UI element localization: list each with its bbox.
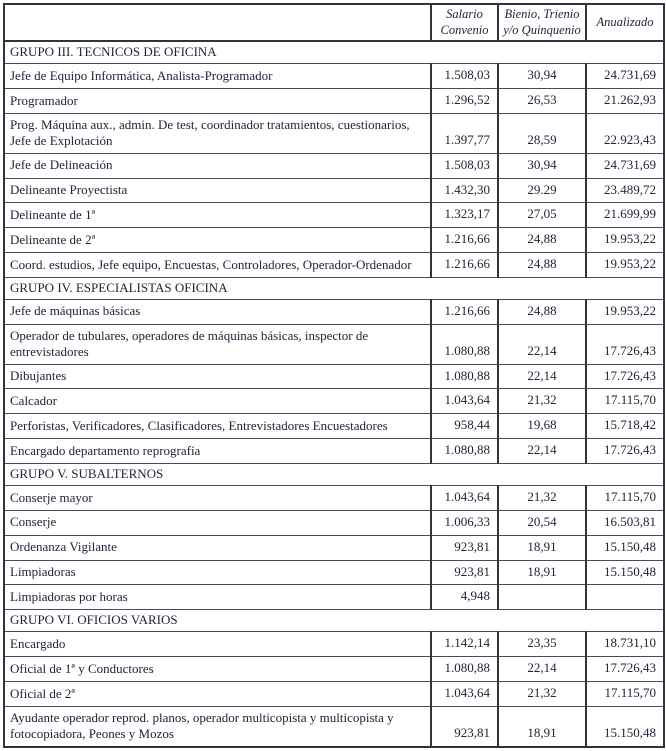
row-label: Limpiadoras bbox=[4, 560, 431, 585]
salario-cell: 923,81 bbox=[431, 535, 498, 560]
anualizado-cell: 21.699,99 bbox=[586, 203, 664, 228]
anualizado-cell: 18.731,10 bbox=[586, 632, 664, 657]
group-header-row bbox=[4, 41, 664, 64]
table-row bbox=[4, 414, 664, 439]
salario-cell: 1.397,77 bbox=[431, 113, 498, 153]
row-label: Encargado bbox=[4, 632, 431, 657]
bienio-cell: 24,88 bbox=[498, 299, 586, 324]
group-title: GRUPO VI. OFICIOS VARIOS bbox=[4, 610, 664, 632]
header-salario-convenio: Salario Convenio bbox=[431, 4, 498, 41]
anualizado-cell: 17.115,70 bbox=[586, 486, 664, 511]
bienio-cell: 20,54 bbox=[498, 510, 586, 535]
salario-cell: 1.508,03 bbox=[431, 153, 498, 178]
salario-cell: 1.080,88 bbox=[431, 657, 498, 682]
salario-cell: 1.216,66 bbox=[431, 299, 498, 324]
bienio-cell: 18,91 bbox=[498, 706, 586, 746]
anualizado-cell: 19.953,22 bbox=[586, 253, 664, 278]
table-row bbox=[4, 253, 664, 278]
anualizado-cell: 17.726,43 bbox=[586, 324, 664, 364]
table-row bbox=[4, 706, 664, 746]
table-row bbox=[4, 632, 664, 657]
salario-cell: 4,948 bbox=[431, 585, 498, 610]
bienio-cell: 22,14 bbox=[498, 657, 586, 682]
row-label: Jefe de Equipo Informática, Analista-Programador bbox=[4, 64, 431, 89]
anualizado-cell: 17.115,70 bbox=[586, 682, 664, 707]
bienio-cell: 22,14 bbox=[498, 364, 586, 389]
salario-cell: 1.216,66 bbox=[431, 228, 498, 253]
anualizado-cell: 22.923,43 bbox=[586, 113, 664, 153]
anualizado-cell: 19.953,22 bbox=[586, 299, 664, 324]
row-label: Encargado departamento reprografía bbox=[4, 439, 431, 464]
row-label: Calcador bbox=[4, 389, 431, 414]
salario-cell: 923,81 bbox=[431, 560, 498, 585]
table-row bbox=[4, 364, 664, 389]
row-label: Ordenanza Vigilante bbox=[4, 535, 431, 560]
salario-cell: 1.080,88 bbox=[431, 364, 498, 389]
anualizado-cell: 17.726,43 bbox=[586, 364, 664, 389]
anualizado-cell: 15.150,48 bbox=[586, 706, 664, 746]
table-row bbox=[4, 203, 664, 228]
row-label: Perforistas, Verificadores, Clasificadores, Entrevistadores Encuestadores bbox=[4, 414, 431, 439]
salario-cell: 1.080,88 bbox=[431, 324, 498, 364]
row-label: Conserje mayor bbox=[4, 486, 431, 511]
table-row bbox=[4, 535, 664, 560]
bienio-cell: 21,32 bbox=[498, 486, 586, 511]
anualizado-cell: 24.731,69 bbox=[586, 64, 664, 89]
table-row bbox=[4, 657, 664, 682]
salario-cell: 1.043,64 bbox=[431, 486, 498, 511]
header-anualizado: Anualizado bbox=[586, 4, 664, 41]
anualizado-cell: 15.150,48 bbox=[586, 560, 664, 585]
salario-cell: 1.080,88 bbox=[431, 439, 498, 464]
table-row bbox=[4, 389, 664, 414]
row-label: Delineante de 1ª bbox=[4, 203, 431, 228]
anualizado-cell: 21.262,93 bbox=[586, 89, 664, 114]
row-label: Limpiadoras por horas bbox=[4, 585, 431, 610]
bienio-cell: 18,91 bbox=[498, 560, 586, 585]
table-row bbox=[4, 153, 664, 178]
bienio-cell: 24,88 bbox=[498, 228, 586, 253]
salario-cell: 1.508,03 bbox=[431, 64, 498, 89]
row-label: Delineante de 2ª bbox=[4, 228, 431, 253]
row-label: Oficial de 2ª bbox=[4, 682, 431, 707]
group-header-row bbox=[4, 610, 664, 632]
salario-cell: 923,81 bbox=[431, 706, 498, 746]
row-label: Jefe de máquinas básicas bbox=[4, 299, 431, 324]
bienio-cell: 22,14 bbox=[498, 439, 586, 464]
salario-cell: 1.142,14 bbox=[431, 632, 498, 657]
row-label: Dibujantes bbox=[4, 364, 431, 389]
anualizado-cell: 16.503,81 bbox=[586, 510, 664, 535]
group-title: GRUPO IV. ESPECIALISTAS OFICINA bbox=[4, 277, 664, 299]
row-label: Coord. estudios, Jefe equipo, Encuestas, Controladores, Operador-Ordenador bbox=[4, 253, 431, 278]
anualizado-cell: 15.150,48 bbox=[586, 535, 664, 560]
bienio-cell bbox=[498, 585, 586, 610]
header-bienio-trienio-quinquenio: Bienio, Trienio y/o Quinquenio bbox=[498, 4, 586, 41]
table-row bbox=[4, 89, 664, 114]
table-row bbox=[4, 113, 664, 153]
salary-table bbox=[3, 3, 665, 748]
table-row bbox=[4, 486, 664, 511]
salario-cell: 958,44 bbox=[431, 414, 498, 439]
bienio-cell: 29.29 bbox=[498, 178, 586, 203]
group-header-row bbox=[4, 464, 664, 486]
group-header-row bbox=[4, 277, 664, 299]
anualizado-cell: 15.718,42 bbox=[586, 414, 664, 439]
header-empty-cell bbox=[4, 4, 431, 41]
table-row bbox=[4, 510, 664, 535]
salario-cell: 1.006,33 bbox=[431, 510, 498, 535]
row-label: Prog. Máquina aux., admin. De test, coordinador tratamientos, cuestionarios, Jefe de Explotación bbox=[4, 113, 431, 153]
anualizado-cell: 19.953,22 bbox=[586, 228, 664, 253]
salario-cell: 1.323,17 bbox=[431, 203, 498, 228]
table-row bbox=[4, 64, 664, 89]
group-title: GRUPO V. SUBALTERNOS bbox=[4, 464, 664, 486]
row-label: Oficial de 1ª y Conductores bbox=[4, 657, 431, 682]
salario-cell: 1.296,52 bbox=[431, 89, 498, 114]
group-title: GRUPO III. TECNICOS DE OFICINA bbox=[4, 41, 664, 64]
salario-cell: 1.216,66 bbox=[431, 253, 498, 278]
anualizado-cell: 24.731,69 bbox=[586, 153, 664, 178]
bienio-cell: 26,53 bbox=[498, 89, 586, 114]
row-label: Delineante Proyectista bbox=[4, 178, 431, 203]
header-row bbox=[4, 4, 664, 41]
bienio-cell: 23,35 bbox=[498, 632, 586, 657]
anualizado-cell: 17.726,43 bbox=[586, 439, 664, 464]
anualizado-cell bbox=[586, 585, 664, 610]
row-label: Programador bbox=[4, 89, 431, 114]
table-row bbox=[4, 439, 664, 464]
row-label: Operador de tubulares, operadores de máquinas básicas, inspector de entrevistadores bbox=[4, 324, 431, 364]
bienio-cell: 19,68 bbox=[498, 414, 586, 439]
table-row bbox=[4, 324, 664, 364]
row-label: Conserje bbox=[4, 510, 431, 535]
bienio-cell: 28,59 bbox=[498, 113, 586, 153]
table-body bbox=[4, 41, 664, 746]
bienio-cell: 18,91 bbox=[498, 535, 586, 560]
table-row bbox=[4, 299, 664, 324]
table-row bbox=[4, 682, 664, 707]
salario-cell: 1.043,64 bbox=[431, 389, 498, 414]
salario-cell: 1.043,64 bbox=[431, 682, 498, 707]
table-row bbox=[4, 178, 664, 203]
table-row bbox=[4, 228, 664, 253]
table-row bbox=[4, 585, 664, 610]
row-label: Ayudante operador reprod. planos, operador multicopista y multicopista y fotocopiadora, Peones y Mozos bbox=[4, 706, 431, 746]
row-label: Jefe de Delineación bbox=[4, 153, 431, 178]
bienio-cell: 24,88 bbox=[498, 253, 586, 278]
bienio-cell: 27,05 bbox=[498, 203, 586, 228]
bienio-cell: 21,32 bbox=[498, 389, 586, 414]
salario-cell: 1.432,30 bbox=[431, 178, 498, 203]
anualizado-cell: 17.726,43 bbox=[586, 657, 664, 682]
bienio-cell: 22,14 bbox=[498, 324, 586, 364]
bienio-cell: 21,32 bbox=[498, 682, 586, 707]
anualizado-cell: 23.489,72 bbox=[586, 178, 664, 203]
anualizado-cell: 17.115,70 bbox=[586, 389, 664, 414]
bienio-cell: 30,94 bbox=[498, 64, 586, 89]
table-row bbox=[4, 560, 664, 585]
bienio-cell: 30,94 bbox=[498, 153, 586, 178]
